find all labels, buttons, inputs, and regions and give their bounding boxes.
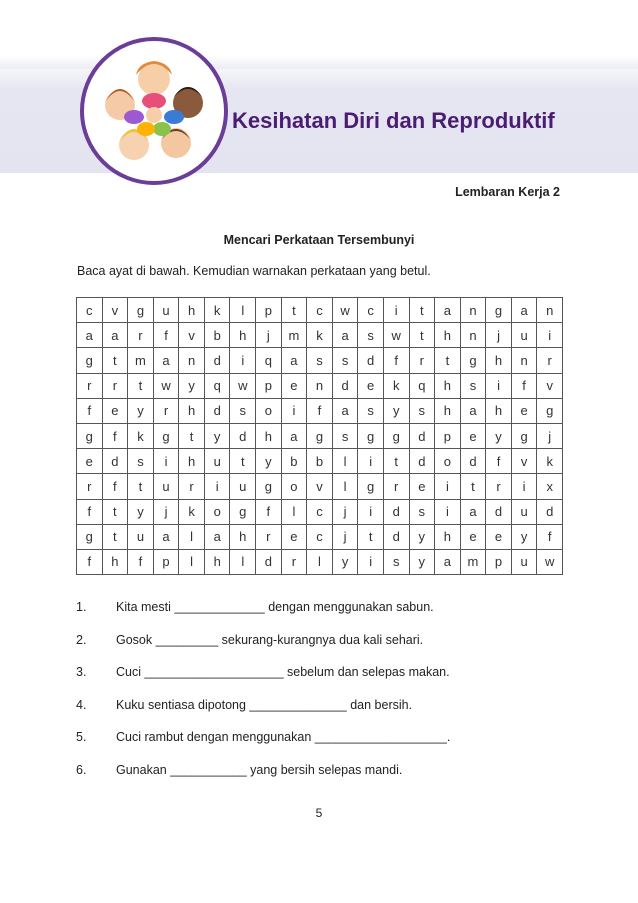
grid-cell[interactable]: y	[409, 524, 435, 549]
question-number: 2.	[76, 632, 87, 647]
question-item	[76, 698, 576, 731]
grid-cell[interactable]: g	[511, 423, 537, 448]
grid-cell[interactable]: a	[332, 398, 358, 423]
grid-cell[interactable]: p	[256, 298, 282, 323]
question-item	[76, 633, 576, 666]
grid-cell[interactable]: p	[256, 373, 282, 398]
grid-cell[interactable]: l	[332, 474, 358, 499]
grid-cell[interactable]: i	[230, 348, 256, 373]
grid-cell[interactable]: h	[486, 398, 512, 423]
grid-cell[interactable]: j	[486, 323, 512, 348]
grid-cell[interactable]: k	[179, 499, 205, 524]
grid-cell[interactable]: d	[102, 449, 128, 474]
grid-cell[interactable]: e	[511, 398, 537, 423]
grid-cell[interactable]: m	[281, 323, 307, 348]
instruction-text: Baca ayat di bawah. Kemudian warnakan perkataan yang betul.	[77, 264, 431, 278]
grid-cell[interactable]: d	[460, 449, 486, 474]
grid-cell[interactable]: y	[486, 423, 512, 448]
grid-cell[interactable]: c	[307, 298, 333, 323]
grid-cell[interactable]: h	[435, 398, 461, 423]
grid-cell[interactable]: i	[281, 398, 307, 423]
question-number: 3.	[76, 665, 87, 680]
grid-cell[interactable]: i	[383, 298, 409, 323]
section-subtitle: Mencari Perkataan Tersembunyi	[223, 233, 415, 247]
grid-cell[interactable]: a	[511, 298, 537, 323]
grid-cell[interactable]: t	[128, 373, 154, 398]
question-item	[76, 665, 576, 698]
grid-cell[interactable]: y	[383, 398, 409, 423]
grid-cell[interactable]: i	[358, 499, 384, 524]
children-circle-logo	[80, 37, 228, 185]
grid-cell[interactable]: l	[230, 549, 256, 574]
grid-cell[interactable]: p	[435, 423, 461, 448]
grid-cell[interactable]: r	[281, 549, 307, 574]
grid-cell[interactable]: e	[460, 524, 486, 549]
grid-cell[interactable]: k	[128, 423, 154, 448]
grid-cell[interactable]: y	[256, 449, 282, 474]
grid-cell[interactable]: g	[460, 348, 486, 373]
grid-cell[interactable]: h	[256, 423, 282, 448]
grid-cell[interactable]: k	[307, 323, 333, 348]
grid-cell[interactable]: d	[409, 423, 435, 448]
grid-cell[interactable]: r	[77, 373, 103, 398]
grid-cell[interactable]: e	[77, 449, 103, 474]
grid-cell[interactable]: v	[179, 323, 205, 348]
grid-cell[interactable]: y	[332, 549, 358, 574]
word-search-grid	[76, 297, 563, 575]
children-illustration-icon	[84, 41, 224, 181]
grid-cell[interactable]: j	[153, 499, 179, 524]
grid-row	[77, 323, 563, 348]
grid-row	[77, 549, 563, 574]
grid-cell[interactable]: u	[204, 449, 230, 474]
grid-cell[interactable]: i	[153, 449, 179, 474]
grid-cell[interactable]: g	[77, 423, 103, 448]
grid-cell[interactable]: w	[537, 549, 563, 574]
question-list	[76, 600, 576, 796]
question-number: 1.	[76, 600, 87, 614]
grid-cell[interactable]: t	[435, 348, 461, 373]
grid-row	[77, 348, 563, 373]
grid-cell[interactable]: b	[307, 449, 333, 474]
grid-cell[interactable]: c	[77, 298, 103, 323]
grid-cell[interactable]: a	[281, 348, 307, 373]
grid-cell[interactable]: v	[102, 298, 128, 323]
grid-cell[interactable]: y	[511, 524, 537, 549]
grid-cell[interactable]: g	[77, 348, 103, 373]
grid-cell[interactable]: d	[409, 449, 435, 474]
grid-cell[interactable]: n	[307, 373, 333, 398]
grid-cell[interactable]: u	[153, 298, 179, 323]
grid-cell[interactable]: g	[77, 524, 103, 549]
grid-cell[interactable]: g	[358, 474, 384, 499]
question-item	[76, 730, 576, 763]
question-text: Gosok _________ sekurang-kurangnya dua kali sehari.	[116, 632, 424, 647]
question-text: Cuci rambut dengan menggunakan ___________________.	[116, 730, 451, 745]
grid-cell[interactable]: l	[307, 549, 333, 574]
grid-cell[interactable]: s	[307, 348, 333, 373]
grid-cell[interactable]: g	[230, 499, 256, 524]
question-text: Kita mesti _____________ dengan menggunakan sabun.	[116, 600, 434, 614]
grid-cell[interactable]: i	[435, 499, 461, 524]
grid-cell[interactable]: e	[281, 373, 307, 398]
grid-cell[interactable]: e	[460, 423, 486, 448]
grid-cell[interactable]: d	[486, 499, 512, 524]
grid-cell[interactable]: h	[230, 524, 256, 549]
page-number: 5	[315, 806, 323, 820]
grid-cell[interactable]: s	[332, 348, 358, 373]
grid-cell[interactable]: a	[460, 499, 486, 524]
grid-cell[interactable]: f	[77, 398, 103, 423]
grid-cell[interactable]: r	[409, 348, 435, 373]
grid-cell[interactable]: t	[179, 423, 205, 448]
grid-cell[interactable]: i	[486, 373, 512, 398]
grid-cell[interactable]: t	[409, 298, 435, 323]
grid-cell[interactable]: u	[511, 549, 537, 574]
grid-cell[interactable]: e	[102, 398, 128, 423]
grid-cell[interactable]: q	[256, 348, 282, 373]
grid-row	[77, 524, 563, 549]
grid-cell[interactable]: c	[358, 298, 384, 323]
grid-cell[interactable]: s	[332, 423, 358, 448]
grid-cell[interactable]: d	[358, 348, 384, 373]
grid-cell[interactable]: h	[179, 449, 205, 474]
grid-cell[interactable]: u	[153, 474, 179, 499]
grid-cell[interactable]: b	[204, 323, 230, 348]
grid-cell[interactable]: n	[460, 298, 486, 323]
grid-cell[interactable]: p	[486, 549, 512, 574]
grid-cell[interactable]: f	[511, 373, 537, 398]
grid-cell[interactable]: u	[128, 524, 154, 549]
grid-cell[interactable]: s	[128, 449, 154, 474]
grid-cell[interactable]: f	[153, 323, 179, 348]
grid-cell[interactable]: r	[77, 474, 103, 499]
grid-cell[interactable]: d	[204, 348, 230, 373]
grid-row	[77, 474, 563, 499]
grid-cell[interactable]: k	[383, 373, 409, 398]
grid-cell[interactable]: t	[358, 524, 384, 549]
grid-cell[interactable]: a	[102, 323, 128, 348]
grid-cell[interactable]: v	[511, 449, 537, 474]
grid-cell[interactable]: f	[128, 549, 154, 574]
grid-cell[interactable]: a	[77, 323, 103, 348]
grid-cell[interactable]: d	[383, 524, 409, 549]
grid-cell[interactable]: t	[460, 474, 486, 499]
grid-cell[interactable]: t	[230, 449, 256, 474]
grid-cell[interactable]: a	[435, 549, 461, 574]
grid-cell[interactable]: d	[332, 373, 358, 398]
grid-cell[interactable]: o	[256, 398, 282, 423]
grid-cell[interactable]: l	[179, 524, 205, 549]
grid-cell[interactable]: i	[537, 323, 563, 348]
grid-cell[interactable]: q	[409, 373, 435, 398]
grid-cell[interactable]: a	[435, 298, 461, 323]
grid-cell[interactable]: e	[281, 524, 307, 549]
grid-cell[interactable]: t	[102, 348, 128, 373]
grid-cell[interactable]: m	[460, 549, 486, 574]
grid-cell[interactable]: y	[204, 423, 230, 448]
grid-row	[77, 499, 563, 524]
grid-cell[interactable]: s	[358, 398, 384, 423]
grid-cell[interactable]: u	[230, 474, 256, 499]
grid-cell[interactable]: r	[256, 524, 282, 549]
grid-cell[interactable]: r	[102, 373, 128, 398]
grid-cell[interactable]: n	[511, 348, 537, 373]
grid-row	[77, 298, 563, 323]
grid-cell[interactable]: t	[409, 323, 435, 348]
grid-cell[interactable]: o	[435, 449, 461, 474]
grid-cell[interactable]: s	[460, 373, 486, 398]
grid-cell[interactable]: a	[332, 323, 358, 348]
grid-cell[interactable]: j	[256, 323, 282, 348]
grid-cell[interactable]: s	[409, 499, 435, 524]
grid-cell[interactable]: t	[128, 474, 154, 499]
grid-cell[interactable]: t	[102, 524, 128, 549]
grid-cell[interactable]: t	[102, 499, 128, 524]
grid-cell[interactable]: i	[358, 549, 384, 574]
grid-cell[interactable]: h	[435, 524, 461, 549]
question-text: Cuci ____________________ sebelum dan selepas makan.	[116, 665, 450, 680]
grid-cell[interactable]: q	[204, 373, 230, 398]
grid-cell[interactable]: f	[486, 449, 512, 474]
grid-cell[interactable]: y	[409, 549, 435, 574]
grid-cell[interactable]: r	[179, 474, 205, 499]
grid-cell[interactable]: t	[281, 298, 307, 323]
grid-cell[interactable]: j	[332, 524, 358, 549]
grid-cell[interactable]: s	[409, 398, 435, 423]
grid-cell[interactable]: a	[460, 398, 486, 423]
question-number: 4.	[76, 697, 87, 712]
grid-cell[interactable]: c	[307, 499, 333, 524]
grid-cell[interactable]: h	[486, 348, 512, 373]
grid-cell[interactable]: f	[307, 398, 333, 423]
grid-cell[interactable]: w	[153, 373, 179, 398]
grid-cell[interactable]: g	[486, 298, 512, 323]
grid-cell[interactable]: r	[383, 474, 409, 499]
grid-cell[interactable]: x	[537, 474, 563, 499]
grid-cell[interactable]: h	[102, 549, 128, 574]
worksheet-label: Lembaran Kerja 2	[455, 185, 560, 199]
question-text: Kuku sentiasa dipotong ______________ dan bersih.	[116, 697, 413, 712]
grid-cell[interactable]: s	[383, 549, 409, 574]
grid-cell[interactable]: f	[383, 348, 409, 373]
grid-cell[interactable]: d	[204, 398, 230, 423]
grid-cell[interactable]: w	[332, 298, 358, 323]
grid-cell[interactable]: h	[435, 323, 461, 348]
grid-cell[interactable]: a	[281, 423, 307, 448]
grid-cell[interactable]: p	[153, 549, 179, 574]
grid-cell[interactable]: g	[537, 398, 563, 423]
grid-cell[interactable]: i	[358, 449, 384, 474]
grid-cell[interactable]: o	[281, 474, 307, 499]
grid-cell[interactable]: l	[230, 298, 256, 323]
grid-cell[interactable]: n	[460, 323, 486, 348]
grid-cell[interactable]: d	[230, 423, 256, 448]
question-number: 6.	[76, 762, 87, 777]
question-text: Gunakan ___________ yang bersih selepas mandi.	[116, 762, 403, 777]
grid-cell[interactable]: u	[511, 499, 537, 524]
grid-cell[interactable]: h	[435, 373, 461, 398]
grid-cell[interactable]: a	[153, 524, 179, 549]
grid-row	[77, 398, 563, 423]
grid-cell[interactable]: l	[281, 499, 307, 524]
grid-row	[77, 449, 563, 474]
grid-cell[interactable]: c	[307, 524, 333, 549]
grid-cell[interactable]: f	[537, 524, 563, 549]
grid-cell[interactable]: n	[179, 348, 205, 373]
grid-cell[interactable]: a	[153, 348, 179, 373]
grid-cell[interactable]: f	[77, 499, 103, 524]
grid-cell[interactable]: k	[204, 298, 230, 323]
question-item	[76, 763, 576, 796]
grid-cell[interactable]: f	[256, 499, 282, 524]
grid-cell[interactable]: l	[332, 449, 358, 474]
grid-cell[interactable]: m	[128, 348, 154, 373]
grid-cell[interactable]: y	[128, 398, 154, 423]
grid-cell[interactable]: b	[281, 449, 307, 474]
grid-cell[interactable]: h	[179, 298, 205, 323]
question-number: 5.	[76, 730, 87, 745]
grid-cell[interactable]: t	[383, 449, 409, 474]
grid-cell[interactable]: d	[537, 499, 563, 524]
grid-cell[interactable]: h	[179, 398, 205, 423]
grid-cell[interactable]: f	[77, 549, 103, 574]
grid-cell[interactable]: l	[179, 549, 205, 574]
grid-cell[interactable]: d	[383, 499, 409, 524]
grid-cell[interactable]: r	[486, 474, 512, 499]
page-title: Kesihatan Diri dan Reproduktif	[232, 108, 555, 133]
grid-cell[interactable]: i	[511, 474, 537, 499]
grid-cell[interactable]: i	[204, 474, 230, 499]
grid-cell[interactable]: g	[307, 423, 333, 448]
grid-cell[interactable]: s	[358, 323, 384, 348]
grid-cell[interactable]: w	[383, 323, 409, 348]
grid-cell[interactable]: i	[435, 474, 461, 499]
grid-cell[interactable]: o	[204, 499, 230, 524]
grid-row	[77, 373, 563, 398]
grid-cell[interactable]: h	[204, 549, 230, 574]
grid-cell[interactable]: v	[307, 474, 333, 499]
question-item	[76, 600, 576, 633]
grid-cell[interactable]: n	[537, 298, 563, 323]
grid-cell[interactable]: v	[537, 373, 563, 398]
grid-cell[interactable]: f	[102, 423, 128, 448]
grid-cell[interactable]: r	[128, 323, 154, 348]
grid-cell[interactable]: g	[256, 474, 282, 499]
grid-cell[interactable]: a	[204, 524, 230, 549]
grid-cell[interactable]: f	[102, 474, 128, 499]
grid-cell[interactable]: k	[537, 449, 563, 474]
grid-cell[interactable]: e	[486, 524, 512, 549]
grid-cell[interactable]: w	[230, 373, 256, 398]
grid-cell[interactable]: h	[230, 323, 256, 348]
grid-cell[interactable]: j	[332, 499, 358, 524]
grid-cell[interactable]: g	[358, 423, 384, 448]
grid-cell[interactable]: e	[358, 373, 384, 398]
grid-cell[interactable]: r	[537, 348, 563, 373]
grid-cell[interactable]: r	[153, 398, 179, 423]
grid-cell[interactable]: y	[179, 373, 205, 398]
grid-cell[interactable]: g	[128, 298, 154, 323]
grid-cell[interactable]: g	[153, 423, 179, 448]
grid-cell[interactable]: g	[383, 423, 409, 448]
grid-row	[77, 423, 563, 448]
grid-cell[interactable]: u	[511, 323, 537, 348]
grid-cell[interactable]: j	[537, 423, 563, 448]
grid-cell[interactable]: y	[128, 499, 154, 524]
grid-cell[interactable]: d	[256, 549, 282, 574]
grid-cell[interactable]: e	[409, 474, 435, 499]
grid-cell[interactable]: s	[230, 398, 256, 423]
